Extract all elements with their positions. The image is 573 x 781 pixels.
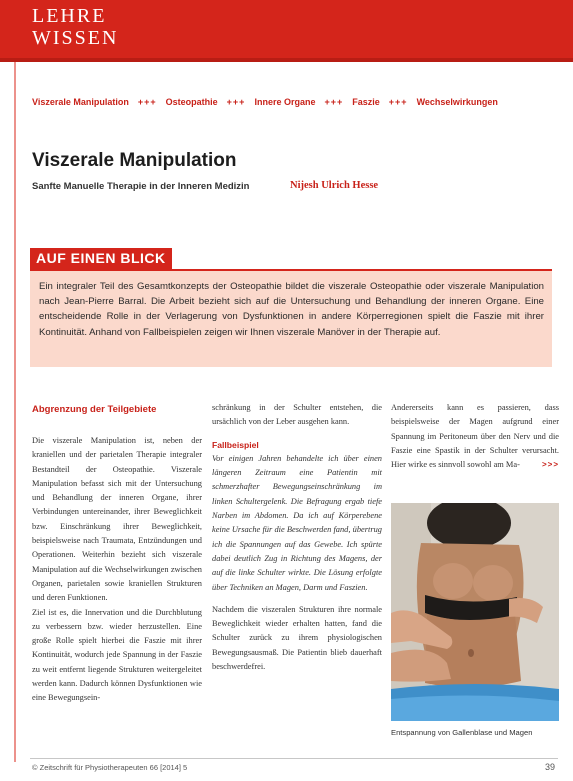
summary-box bbox=[30, 248, 552, 370]
header-rule bbox=[0, 58, 573, 62]
margin-line bbox=[14, 62, 16, 762]
paragraph bbox=[391, 401, 559, 472]
summary-text: Ein integraler Teil des Gesamtkonzepts der Osteopathie bildet die viszerale Osteopathie oder viszerale Manipulation nach Jean-Pierre Barral. Die Arbeit bezieht sich auf die Untersuchung und Behandlung der inneren Organe. Eine entscheidende Rolle in der Verlagerung von Dysfunktionen in andere Körperregionen spielt die Faszie mit ihrer Kontinuität. Anhand von Fallbeispielen zeigen wir Ihnen viszerale Manöver in der Therapie auf. bbox=[30, 269, 552, 367]
footer-rule bbox=[30, 758, 558, 759]
paragraph-text: Andererseits kann es passieren, dass beispielsweise der Magen aufgrund einer Spannung im Peritoneum über den Nerv und die Faszie eine Spastik in der Schulter verursacht. Hier wirke es sinnvoll sowohl am Ma- bbox=[391, 403, 559, 470]
case-study-heading: Fallbeispiel bbox=[212, 439, 259, 450]
topic-item-innere-organe[interactable]: Innere Organe bbox=[254, 97, 316, 107]
section-title-line-1: LEHRE bbox=[32, 5, 107, 27]
section-title-line-2: WISSEN bbox=[32, 27, 119, 49]
topic-separator: +++ bbox=[226, 97, 246, 107]
text-column-1 bbox=[32, 434, 202, 706]
article-subtitle: Sanfte Manuelle Therapie in der Inneren Medizin bbox=[32, 181, 250, 192]
text-column-3 bbox=[391, 401, 559, 472]
article-title: Viszerale Manipulation bbox=[32, 150, 237, 171]
page-number: 39 bbox=[545, 762, 556, 772]
paragraph: Die viszerale Manipulation ist, neben der kraniellen und der parietalen Therapie integraler Bestandteil der Osteopathie. Viszerale Manipulation befasst sich mit der Untersuchung und Behandlung der inneren Organe, ihrer Verbindungen untereinander, ihrer Beweglichkeit bzw. Einschränkung ihrer Beweglichkeit, beispielsweise nach Traumata, Entzündungen und Operationen. Weiterhin bezieht sich viszerale Manipulation auf die Wechselwirkungen zwischen Organen, parietalen sowie kraniellen Strukturen und deren Funktionen. bbox=[32, 436, 202, 603]
text-column-2 bbox=[212, 401, 382, 674]
section-heading: Abgrenzung der Teilgebiete bbox=[32, 404, 157, 415]
footer-journal: © Zeitschrift für Physiotherapeuten 66 [2014] 5 bbox=[32, 763, 188, 772]
continue-arrows[interactable]: >>> bbox=[541, 460, 559, 470]
topic-separator: +++ bbox=[137, 97, 157, 107]
summary-label: AUF EINEN BLICK bbox=[30, 248, 172, 269]
paragraph: Nachdem die viszeralen Strukturen ihre normale Beweglichkeit wieder erhalten hatten, fand die Schulter zurück zu ihrem physiologischen Bewegungsausmaß. Die Patientin blieb dauerhaft beschwerdefrei. bbox=[212, 604, 382, 672]
topic-separator: +++ bbox=[324, 97, 344, 107]
topic-nav bbox=[32, 97, 498, 107]
paragraph: schränkung in der Schulter entstehen, die ursächlich von der Leber ausgehen kann. bbox=[212, 403, 382, 427]
case-study-text: Vor einigen Jahren behandelte ich über einen längeren Zeitraum eine Patientin mit schmerzhafter Bewegungseinschränkung im linken Schultergelenk. Die Befragung ergab tiefe Narben im Abdomen. Da ich auf Körperebene keine Ursache für die Beschwerden fand, übertrug ich die Spannungen auf das Gewebe. Ich spürte dabei deutlich Zug in Richtung des Magens, der auf die linke Schulter wirkte. Die Lösung erfolgte über Techniken an Magen, Darm und Faszien. bbox=[212, 453, 382, 592]
topic-item-osteopathie[interactable]: Osteopathie bbox=[165, 97, 218, 107]
header-band bbox=[0, 0, 573, 62]
photo-caption: Entspannung von Gallenblase und Magen bbox=[391, 728, 533, 737]
topic-item-faszie[interactable]: Faszie bbox=[352, 97, 380, 107]
treatment-photo bbox=[391, 503, 559, 721]
photo-illustration bbox=[391, 503, 559, 721]
author-name: Nijesh Ulrich Hesse bbox=[290, 180, 379, 191]
topic-item-viszerale-manipulation[interactable]: Viszerale Manipulation bbox=[32, 97, 129, 107]
topic-separator: +++ bbox=[388, 97, 408, 107]
section-title bbox=[32, 5, 118, 49]
paragraph: Ziel ist es, die Innervation und die Durchblutung zu verbessern bzw. wieder herzustellen. Eine große Rolle spielt hierbei die Faszie mit ihrer Kontinuität, wodurch jede Spannung in der Faszie zu weit entfernt liegende Strukturen weitergeleitet werden kann. Dadurch können Dysfunktionen wie eine Bewegungsein- bbox=[32, 607, 202, 703]
topic-item-wechselwirkungen[interactable]: Wechselwirkungen bbox=[416, 97, 498, 107]
